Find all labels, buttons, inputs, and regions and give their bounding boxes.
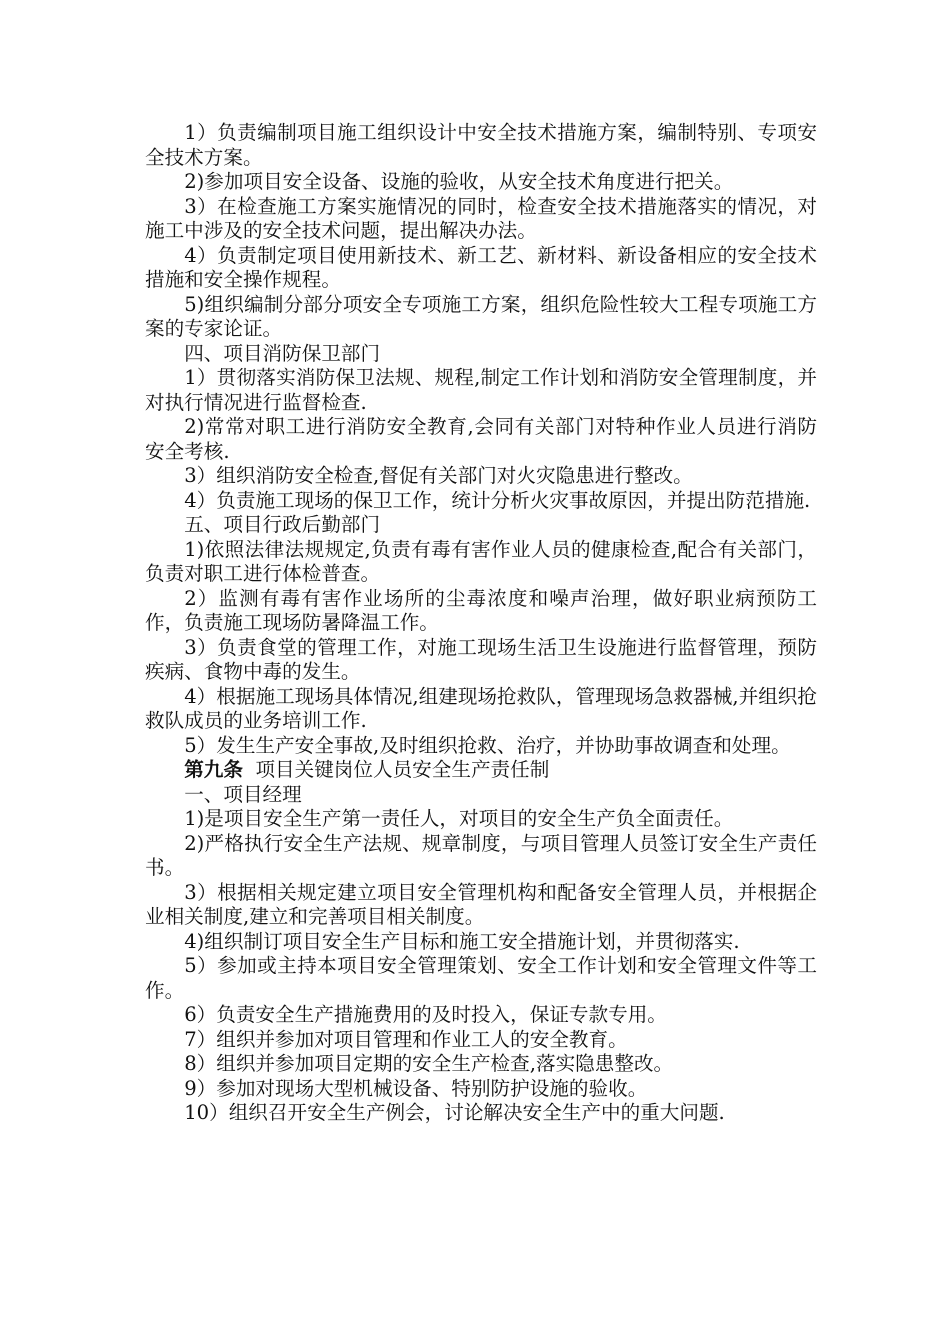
paragraph-fire-4: 4）负责施工现场的保卫工作，统计分析火灾事故原因，并提出防范措施. — [184, 488, 811, 512]
article-number: 第九条 — [184, 758, 243, 781]
paragraph-tech-2: 2)参加项目安全设备、设施的验收，从安全技术角度进行把关。 — [184, 170, 734, 193]
paragraph-fire-2: 2)常常对职工进行消防安全教育,会同有关部门对特种作业人员进行消防安全考核. — [145, 415, 817, 463]
paragraph-pm-6: 6）负责安全生产措施费用的及时投入，保证专款专用。 — [184, 1003, 667, 1026]
section-heading-admin-logistics: 五、项目行政后勤部门 — [184, 513, 381, 536]
paragraph-pm-5: 5）参加或主持本项目安全管理策划、安全工作计划和安全管理文件等工作。 — [145, 954, 817, 1002]
paragraph-pm-2: 2)严格执行安全生产法规、规章制度，与项目管理人员签订安全生产责任书。 — [145, 831, 817, 879]
paragraph-pm-10: 10）组织召开安全生产例会，讨论解决安全生产中的重大问题. — [184, 1101, 725, 1124]
paragraph-pm-7: 7）组织并参加对项目管理和作业工人的安全教育。 — [184, 1027, 628, 1051]
paragraph-tech-3: 3）在检查施工方案实施情况的同时，检查安全技术措施落实的情况，对施工中涉及的安全技术问题，提出解决办法。 — [145, 194, 817, 242]
paragraph-tech-4: 4）负责制定项目使用新技术、新工艺、新材料、新设备相应的安全技术措施和安全操作规程。 — [145, 243, 817, 291]
paragraph-admin-2: 2）监测有毒有害作业场所的尘毒浓度和噪声治理，做好职业病预防工作，负责施工现场防暑降温工作。 — [145, 586, 817, 634]
paragraph-fire-3: 3）组织消防安全检查,督促有关部门对火灾隐患进行整改。 — [184, 464, 693, 487]
paragraph-tech-1: 1）负责编制项目施工组织设计中安全技术措施方案，编制特别、专项安全技术方案。 — [145, 121, 817, 169]
paragraph-tech-5: 5)组织编制分部分项安全专项施工方案，组织危险性较大工程专项施工方案的专家论证。 — [145, 292, 817, 340]
paragraph-pm-1: 1)是项目安全生产第一责任人，对项目的安全生产负全面责任。 — [184, 807, 734, 830]
paragraph-pm-8: 8）组织并参加项目定期的安全生产检查,落实隐患整改。 — [184, 1052, 674, 1075]
paragraph-pm-9: 9）参加对现场大型机械设备、特别防护设施的验收。 — [184, 1076, 648, 1100]
paragraph-pm-4: 4)组织制订项目安全生产目标和施工安全措施计划，并贯彻落实. — [184, 929, 740, 953]
paragraph-admin-5: 5）发生生产安全事故,及时组织抢救、治疗，并协助事故调查和处理。 — [184, 733, 791, 757]
document-page — [145, 121, 817, 1126]
paragraph-pm-3: 3）根据相关规定建立项目安全管理机构和配备安全管理人员，并根据企业相关制度,建立和完善项目相关制度。 — [145, 880, 817, 928]
section-heading-project-manager: 一、项目经理 — [184, 782, 302, 806]
paragraph-admin-1: 1)依照法律法规规定,负责有毒有害作业人员的健康检查,配合有关部门，负责对职工进行体检普查。 — [145, 537, 817, 585]
article-heading — [145, 758, 817, 783]
paragraph-fire-1: 1）贯彻落实消防保卫法规、规程,制定工作计划和消防安全管理制度，并对执行情况进行监督检查. — [145, 366, 817, 414]
article-title: 项目关键岗位人员安全生产责任制 — [255, 758, 550, 781]
paragraph-admin-3: 3）负责食堂的管理工作，对施工现场生活卫生设施进行监督管理，预防疾病、食物中毒的发生。 — [145, 635, 817, 683]
paragraph-admin-4: 4）根据施工现场具体情况,组建现场抢救队，管理现场急救器械,并组织抢救队成员的业务培训工作. — [145, 684, 817, 732]
section-heading-fire-security: 四、项目消防保卫部门 — [184, 341, 381, 365]
